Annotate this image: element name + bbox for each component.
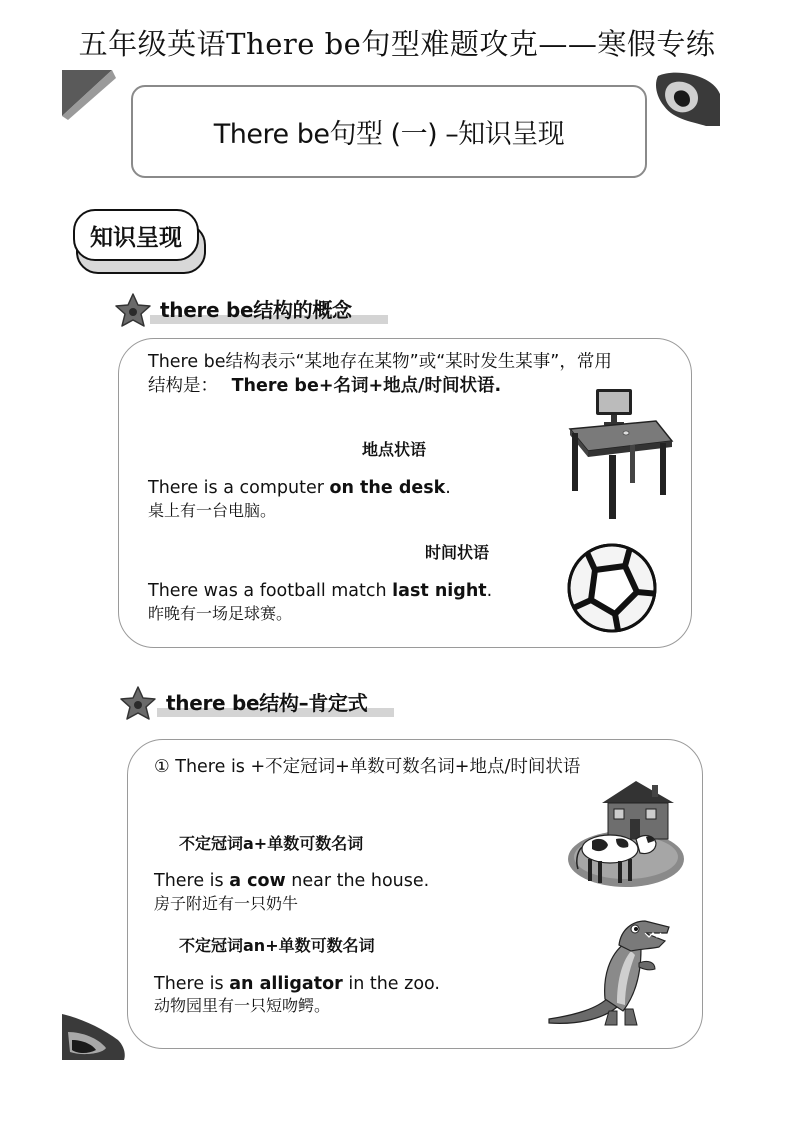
corner-decoration-top-right (654, 70, 724, 130)
section2-heading (166, 687, 367, 716)
example-cow-sentence (154, 870, 429, 893)
example-cow-pre: There is (154, 871, 230, 891)
example-football-sentence (148, 580, 492, 603)
example-computer-end: . (445, 478, 451, 498)
label-time-adverbial: 时间状语 (425, 543, 490, 562)
banner-title (131, 85, 647, 178)
label-article-a: 不定冠词a+单数可数名词 (179, 834, 364, 853)
example-alligator-sentence (154, 973, 440, 996)
formula-text: There be+名词+地点/时间状语. (231, 376, 502, 396)
section1-heading (160, 294, 352, 323)
example-cow-bold: a cow (229, 871, 286, 891)
example-computer-plain: There is a computer (148, 478, 330, 498)
example-cow-post: near the house. (285, 871, 430, 891)
banner-title-text: There be句型 (一) –知识呈现 (213, 119, 565, 150)
star-icon (113, 292, 153, 330)
cow-house-illustration (562, 777, 684, 891)
example-football-plain: There was a football match (148, 581, 393, 601)
document-title: 五年级英语There be句型难题攻克——寒假专练 (78, 27, 716, 61)
star-icon (118, 685, 158, 723)
example-alligator-translation: 动物园里有一只短吻鳄。 (154, 996, 331, 1015)
example-computer-bold: on the desk (329, 478, 446, 498)
badge-label: 知识呈现 (90, 224, 182, 251)
concept-intro-line1: There be结构表示“某地存在某物”或“某时发生某事”，常用 (148, 352, 612, 372)
example-football-translation: 昨晚有一场足球赛。 (148, 604, 293, 623)
section-badge (73, 209, 199, 261)
example-cow-translation: 房子附近有一只奶牛 (154, 894, 299, 913)
football-illustration (565, 542, 659, 634)
affirmative-rule: ① There is +不定冠词+单数可数名词+地点/时间状语 (154, 757, 581, 777)
example-football-bold: last night (392, 581, 487, 601)
corner-decoration-bottom-left (62, 1010, 128, 1062)
example-alligator-bold: an alligator (229, 974, 343, 994)
example-alligator-post: in the zoo. (342, 974, 440, 994)
alligator-illustration (545, 915, 671, 1031)
section2-heading-text: there be结构–肯定式 (166, 691, 368, 715)
label-article-an: 不定冠词an+单数可数名词 (179, 936, 375, 955)
concept-intro-line2 (148, 375, 501, 398)
section1-heading-text: there be结构的概念 (160, 298, 352, 322)
corner-decoration-top-left (62, 70, 122, 120)
label-place-adverbial: 地点状语 (362, 440, 427, 459)
formula-prefix: 结构是： (148, 376, 218, 396)
example-computer-translation: 桌上有一台电脑。 (148, 501, 277, 520)
example-alligator-pre: There is (154, 974, 230, 994)
desk-computer-illustration (564, 385, 676, 521)
example-football-end: . (486, 581, 493, 601)
example-computer-sentence (148, 477, 451, 500)
